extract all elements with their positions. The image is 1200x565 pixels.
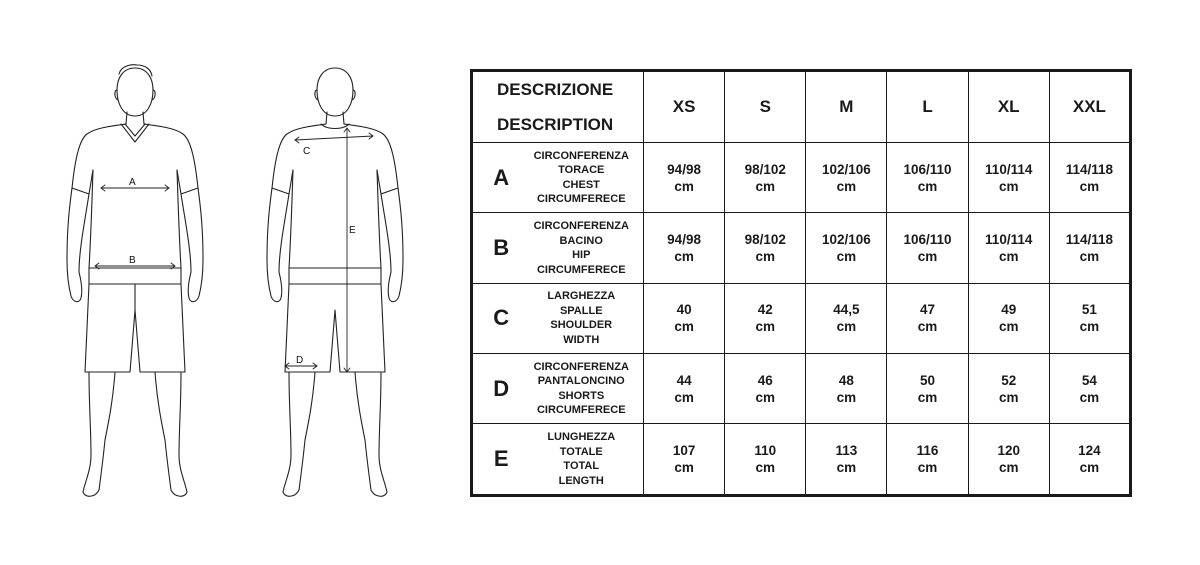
measurement-unit: cm [1079, 249, 1100, 265]
marker-c-shoulder [295, 133, 373, 143]
size-value-cell [644, 143, 725, 213]
row-label-en-2: WIDTH [563, 333, 600, 346]
measurement-unit: cm [674, 249, 694, 265]
measurement-unit: cm [755, 389, 775, 405]
measurement-value: 114/118 [1065, 232, 1114, 248]
size-value-cell [1049, 143, 1130, 213]
measurement-unit: cm [998, 389, 1019, 405]
measurement-unit: cm [755, 178, 775, 194]
measurement-value: 110/114 [985, 161, 1033, 177]
measurement-value: 106/110 [903, 232, 952, 248]
size-value-cell [968, 213, 1049, 283]
row-label-it-1: LUNGHEZZA [547, 431, 616, 444]
measurement-unit: cm [917, 389, 938, 405]
size-header-m: M [806, 71, 887, 143]
front-figure-illustration [55, 60, 215, 505]
back-body-outline [267, 68, 403, 496]
measurement-unit: cm [755, 460, 775, 476]
size-value-cell [887, 213, 968, 283]
measurement-unit: cm [1079, 460, 1100, 476]
size-value-cell [806, 213, 887, 283]
row-label-en-1: SHOULDER [550, 319, 613, 332]
size-header-xs: XS [644, 71, 725, 143]
size-chart-table [470, 69, 1132, 497]
measurement-unit: cm [917, 178, 938, 194]
measurement-unit: cm [917, 249, 938, 265]
measurement-unit: cm [755, 319, 775, 335]
row-label [526, 143, 644, 213]
measurement-unit: cm [836, 249, 857, 265]
measurement-value: 102/106 [821, 232, 871, 248]
row-label-it-1: CIRCONFERENZA [533, 149, 629, 162]
measurement-unit: cm [1079, 319, 1100, 335]
measurement-value: 98/102 [744, 232, 786, 248]
measurement-value: 40 [676, 302, 692, 318]
marker-c-label: C [303, 146, 311, 157]
marker-a-label: A [129, 177, 136, 188]
size-value-cell [806, 143, 887, 213]
measurement-value: 42 [757, 302, 773, 318]
size-value-cell [887, 283, 968, 353]
size-value-cell [968, 354, 1049, 424]
measurement-unit: cm [998, 319, 1019, 335]
description-header [472, 71, 644, 143]
row-label-it-2: PANTALONCINO [537, 375, 625, 388]
row-label-it-2: BACINO [559, 234, 603, 247]
measurement-unit: cm [755, 249, 775, 265]
description-label-en: DESCRIPTION [497, 115, 614, 134]
size-header-l: L [887, 71, 968, 143]
table-row [472, 354, 1131, 424]
measurement-unit: cm [674, 389, 694, 405]
size-header-xl: XL [968, 71, 1049, 143]
row-label [526, 354, 644, 424]
description-label-it: DESCRIZIONE [497, 80, 614, 99]
size-value-cell [887, 354, 968, 424]
measurement-value: 44,5 [833, 302, 860, 318]
size-value-cell [725, 143, 806, 213]
marker-e-label: E [349, 225, 356, 236]
row-label-en-1: CHEST [562, 178, 600, 191]
measurement-unit: cm [998, 460, 1019, 476]
size-value-cell [968, 424, 1049, 496]
size-value-cell [1049, 213, 1130, 283]
size-value-cell [968, 283, 1049, 353]
measurement-value: 54 [1081, 372, 1097, 388]
size-value-cell [644, 354, 725, 424]
measurement-value: 94/98 [667, 232, 701, 248]
measurement-value: 49 [1001, 302, 1017, 318]
measurement-value: 46 [757, 372, 773, 388]
measurement-value: 116 [916, 443, 939, 459]
measurement-unit: cm [836, 389, 857, 405]
measurement-value: 124 [1078, 443, 1101, 459]
size-value-cell [1049, 283, 1130, 353]
measurement-unit: cm [917, 319, 938, 335]
size-value-cell [806, 283, 887, 353]
measurement-value: 110 [754, 443, 777, 459]
row-label-it-2: TORACE [558, 164, 605, 177]
back-figure-illustration [255, 60, 415, 505]
size-value-cell [968, 143, 1049, 213]
row-label-it-2: SPALLE [559, 304, 603, 317]
size-value-cell [1049, 424, 1130, 496]
size-value-cell [725, 213, 806, 283]
row-label-en-2: LENGTH [558, 474, 604, 487]
measurement-unit: cm [674, 319, 694, 335]
table-row [472, 143, 1131, 213]
size-value-cell [887, 424, 968, 496]
marker-e-length [344, 128, 350, 372]
measurement-value: 98/102 [744, 161, 786, 177]
marker-d-label: D [296, 355, 304, 366]
measurement-value: 107 [672, 443, 696, 459]
size-header-xxl: XXL [1049, 71, 1130, 143]
size-value-cell [806, 424, 887, 496]
row-label-en-1: HIP [572, 249, 591, 262]
measurement-unit: cm [674, 178, 694, 194]
row-label-it-2: TOTALE [559, 445, 603, 458]
measurement-value: 48 [838, 372, 854, 388]
measurement-unit: cm [1079, 389, 1100, 405]
measurement-value: 120 [997, 443, 1020, 459]
row-letter: A [472, 143, 526, 213]
row-letter: C [472, 283, 526, 353]
measurement-unit: cm [836, 319, 857, 335]
row-label-it-1: CIRCONFERENZA [533, 360, 629, 373]
marker-b-label: B [129, 255, 136, 266]
table-row [472, 283, 1131, 353]
measurement-unit: cm [836, 178, 857, 194]
size-value-cell [725, 424, 806, 496]
measurement-unit: cm [1079, 178, 1100, 194]
row-label [526, 283, 644, 353]
table-row [472, 424, 1131, 496]
size-header-s: S [725, 71, 806, 143]
measurement-value: 50 [920, 372, 936, 388]
row-label-en-2: CIRCUMFERECE [536, 404, 626, 417]
row-label-en-2: CIRCUMFERECE [536, 193, 626, 206]
size-value-cell [887, 143, 968, 213]
measurement-unit: cm [674, 460, 694, 476]
measurement-unit: cm [836, 460, 857, 476]
measurement-value: 102/106 [821, 161, 871, 177]
measurement-unit: cm [998, 178, 1019, 194]
measurement-value: 110/114 [985, 232, 1033, 248]
row-label [526, 213, 644, 283]
row-letter: B [472, 213, 526, 283]
row-label-it-1: CIRCONFERENZA [533, 220, 629, 233]
measurement-value: 44 [676, 372, 692, 388]
measurement-value: 47 [920, 302, 936, 318]
row-label [526, 424, 644, 496]
size-value-cell [644, 283, 725, 353]
measurement-value: 51 [1081, 302, 1097, 318]
size-value-cell [725, 283, 806, 353]
measurement-value: 52 [1001, 372, 1017, 388]
size-value-cell [644, 424, 725, 496]
row-label-it-1: LARGHEZZA [547, 290, 616, 303]
size-value-cell [806, 354, 887, 424]
size-value-cell [725, 354, 806, 424]
measurement-unit: cm [998, 249, 1019, 265]
size-value-cell [644, 213, 725, 283]
table-header-row [472, 71, 1131, 143]
row-letter: D [472, 354, 526, 424]
size-value-cell [1049, 354, 1130, 424]
table-row [472, 213, 1131, 283]
row-label-en-1: TOTAL [563, 460, 600, 473]
measurement-unit: cm [917, 460, 938, 476]
row-letter: E [472, 424, 526, 496]
row-label-en-2: CIRCUMFERECE [536, 263, 626, 276]
measurement-value: 94/98 [667, 161, 701, 177]
measurement-value: 114/118 [1065, 161, 1114, 177]
row-label-en-1: SHORTS [558, 389, 605, 402]
front-body-outline [67, 65, 203, 497]
measurement-value: 113 [835, 443, 858, 459]
measurement-value: 106/110 [903, 161, 952, 177]
